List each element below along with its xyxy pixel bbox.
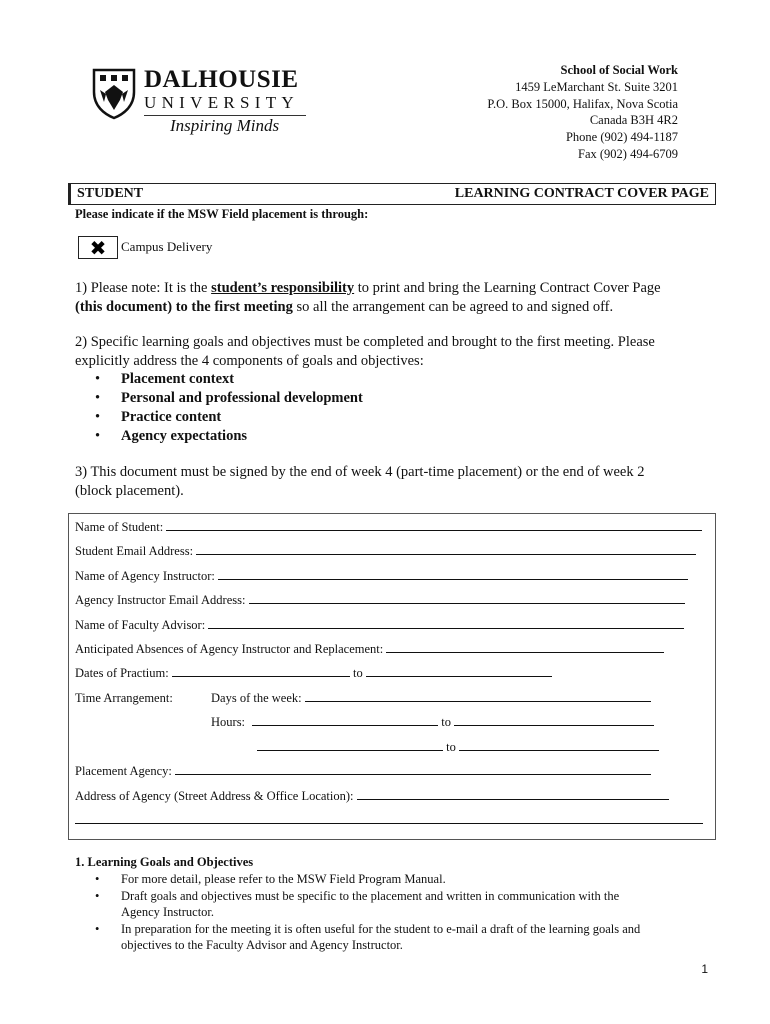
field-label: Address of Agency (Street Address & Office Location): xyxy=(75,789,354,803)
department-name: School of Social Work xyxy=(560,63,678,77)
absences-row xyxy=(75,641,664,657)
days-row xyxy=(211,690,651,706)
student-name-field[interactable] xyxy=(166,519,702,531)
hours-end-field[interactable] xyxy=(454,714,654,726)
note-paragraph xyxy=(75,279,705,317)
hours-start-field[interactable] xyxy=(252,714,438,726)
list-text: Agency Instructor. xyxy=(121,905,215,919)
list-text: objectives to the Faculty Advisor and Agency Instructor. xyxy=(121,938,403,952)
note-emphasis: student’s responsibility xyxy=(211,280,355,296)
agency-instructor-email-field[interactable] xyxy=(249,592,685,604)
agency-instructor-email-row xyxy=(75,592,685,608)
placement-agency-row xyxy=(75,763,651,779)
list-text: Draft goals and objectives must be specific to the placement and written in communication with the xyxy=(121,888,620,903)
list-item xyxy=(95,888,715,921)
hours-row-2 xyxy=(257,739,659,755)
end-date-field[interactable] xyxy=(366,665,552,677)
address-line: 1459 LeMarchant St. Suite 3201 xyxy=(515,79,678,94)
signing-text: (block placement). xyxy=(75,483,184,499)
field-label: Name of Student: xyxy=(75,520,164,534)
to-label: to xyxy=(446,740,456,754)
logo-university: UNIVERSITY xyxy=(144,93,299,112)
agency-instructor-row xyxy=(75,568,688,584)
note-bold: (this document) to the first meeting xyxy=(75,299,293,315)
title-student: STUDENT xyxy=(77,186,144,201)
title-cover-page: LEARNING CONTRACT COVER PAGE xyxy=(454,186,709,201)
agency-address-field-2[interactable] xyxy=(75,812,703,824)
faculty-advisor-field[interactable] xyxy=(208,617,684,629)
to-label: to xyxy=(352,666,363,680)
field-label: Dates of Practium: xyxy=(75,666,169,680)
goals-text: 2) Specific learning goals and objectives must be completed and brought to the first meeting. Please xyxy=(75,334,655,350)
campus-delivery-label: Campus Delivery xyxy=(121,239,213,254)
field-label: Student Email Address: xyxy=(75,544,194,558)
list-text: In preparation for the meeting it is often useful for the student to e-mail a draft of the learning goals and xyxy=(121,921,641,936)
field-label: Anticipated Absences of Agency Instructor and Replacement: xyxy=(75,642,384,656)
signing-paragraph xyxy=(75,463,705,501)
agency-address-row-2 xyxy=(75,812,703,828)
note-text: so all the arrangement can be agreed to and signed off. xyxy=(292,299,614,315)
list-item xyxy=(95,921,715,954)
agency-instructor-field[interactable] xyxy=(218,568,688,580)
list-text: For more detail, please refer to the MSW Field Program Manual. xyxy=(121,872,446,886)
logo-name: DALHOUSIE xyxy=(144,66,299,93)
phone-number: Phone (902) 494-1187 xyxy=(565,130,678,145)
time-arrangement-label: Time Arrangement: xyxy=(75,691,173,705)
goals-paragraph xyxy=(75,333,705,371)
logo-tagline: Inspiring Minds xyxy=(170,116,280,135)
faculty-advisor-row xyxy=(75,617,684,633)
hours-end-field-2[interactable] xyxy=(459,739,659,751)
section-list xyxy=(95,871,715,954)
to-label: to xyxy=(441,715,452,729)
field-label: Agency Instructor Email Address: xyxy=(75,593,246,607)
list-item: • Agency expectations xyxy=(95,427,363,446)
field-label: Days of the week: xyxy=(211,691,302,705)
student-info-form xyxy=(68,513,716,840)
fax-number: Fax (902) 494-6709 xyxy=(578,146,678,161)
student-email-field[interactable] xyxy=(196,543,696,555)
goals-text: explicitly address the 4 components of goals and objectives: xyxy=(75,353,424,369)
student-name-row xyxy=(75,519,702,535)
address-line: Canada B3H 4R2 xyxy=(589,113,678,128)
start-date-field[interactable] xyxy=(172,665,350,677)
note-text: 1) Please note: It is the xyxy=(75,280,212,296)
hours-row xyxy=(211,714,654,730)
list-item: • Personal and professional development xyxy=(95,389,363,408)
list-item: • Practice content xyxy=(95,408,363,427)
address-line: P.O. Box 15000, Halifax, Nova Scotia xyxy=(487,96,678,111)
page-number: 1 xyxy=(701,962,708,976)
placement-question: Please indicate if the MSW Field placement is through: xyxy=(75,207,369,221)
address-block xyxy=(487,62,678,163)
signing-text: 3) This document must be signed by the end of week 4 (part-time placement) or the end of week 2 xyxy=(75,464,645,480)
placement-agency-field[interactable] xyxy=(175,763,651,775)
section-title: 1. Learning Goals and Objectives xyxy=(75,855,254,869)
university-logo xyxy=(92,66,322,138)
hours-start-field-2[interactable] xyxy=(257,739,443,751)
field-label: Name of Agency Instructor: xyxy=(75,569,215,583)
title-bar xyxy=(68,183,716,205)
check-mark-icon: ✖ xyxy=(89,235,107,260)
agency-address-field[interactable] xyxy=(357,788,669,800)
crest-icon xyxy=(92,68,136,120)
absences-field[interactable] xyxy=(386,641,664,653)
days-field[interactable] xyxy=(305,690,651,702)
agency-address-row xyxy=(75,788,669,804)
components-list xyxy=(95,370,363,446)
dates-row xyxy=(75,665,552,681)
note-text: to print and bring the Learning Contract Cover Page xyxy=(354,280,661,296)
list-item xyxy=(95,871,715,888)
student-email-row xyxy=(75,543,696,559)
field-label: Name of Faculty Advisor: xyxy=(75,618,206,632)
field-label: Placement Agency: xyxy=(75,764,172,778)
campus-delivery-checkbox[interactable] xyxy=(78,236,118,259)
field-label: Hours: xyxy=(211,715,246,729)
list-item: • Placement context xyxy=(95,370,363,389)
